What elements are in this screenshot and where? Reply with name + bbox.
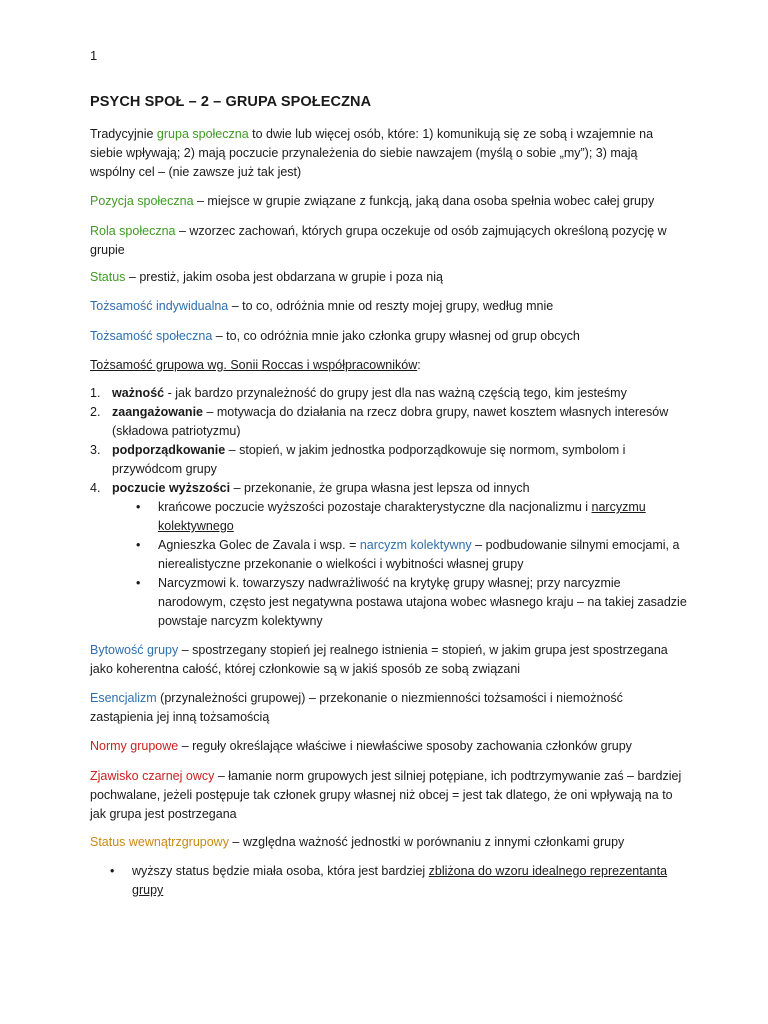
definition: to dwie lub więcej osób, które: 1) komunikują się ze sobą i wzajemnie na siebie wpływają; 2) mają poczucie przynależenia do siebie nawzajem (myślą o sobie „my”); 3) mają wspólny cel – (nie zawsze już tak jest) (90, 127, 654, 179)
sublist-item (112, 536, 690, 574)
colon: : (417, 358, 421, 372)
paragraph-bytowosc-grupy (90, 641, 682, 679)
definition: – to co, odróżnia mnie od reszty mojej grupy, według mnie (228, 299, 554, 313)
bullet-icon: • (136, 576, 141, 590)
list-term: zaangażowanie (112, 405, 203, 419)
list-term: podporządkowanie (112, 443, 226, 457)
paragraph-esencjalizm (90, 689, 682, 727)
bullet-icon: • (136, 538, 141, 552)
list-item (90, 384, 690, 403)
list-term: ważność (112, 386, 165, 400)
sublist-text: – podbudowanie silnymi emocjami, a nierealistyczne przekonanie o wielkości i wybitności własnej grupy (158, 538, 680, 571)
sublist-text: Agnieszka Golec de Zavala i wsp. = (158, 538, 360, 552)
term-narcyzm-kolektywny: narcyzm kolektywny (359, 538, 472, 552)
numbered-list (90, 384, 690, 631)
term-pozycja-spoleczna: Pozycja społeczna (90, 194, 194, 208)
list-number: 4. (90, 481, 101, 495)
sublist-text: Narcyzmowi k. towarzyszy nadwrażliwość na krytykę grupy własnej; przy narcyzmie narodowym, często jest negatywna postawa utajona wobec własnego kraju – na takiej zasadzie powstaje narcyzm kolektywny (158, 576, 687, 628)
paragraph-status (90, 268, 682, 287)
definition: – reguły określające właściwe i niewłaściwe sposoby zachowania członków grupy (178, 739, 632, 753)
term-rola-spoleczna: Rola społeczna (90, 224, 176, 238)
definition: – spostrzegany stopień jej realnego istnienia = stopień, w jakim grupa jest spostrzegana jako koherentna całość, której członkowie są w jakiś sposób ze sobą związani (90, 643, 668, 676)
paragraph-status-wewnatrzgrupowy (90, 833, 682, 852)
bullet-icon: • (136, 500, 141, 514)
list-item (90, 862, 690, 900)
list-item (90, 403, 690, 441)
page-number: 1 (90, 48, 98, 63)
definition: – łamanie norm grupowych jest silniej potępiane, ich podtrzymywanie zaś – bardziej pochwalane, jeżeli postępuje tak członek grupy własnej niż obcej = jest tak dlatego, że oni wpływają na to jak grupa jest postrzegana (90, 769, 682, 821)
paragraph-tozsamosc-spoleczna (90, 327, 682, 346)
list-number: 1. (90, 386, 101, 400)
list-item (90, 441, 690, 479)
list-text: wyższy status będzie miała osoba, która jest bardziej (132, 864, 429, 878)
bullet-sublist (112, 498, 690, 631)
underlined-term: narcyzmu kolektywnego (158, 500, 646, 533)
definition: (przynależności grupowej) – przekonanie o niezmienności tożsamości i niemożność zastąpienia jej inną tożsamością (90, 691, 623, 724)
term-tozsamosc-indywidualna: Tożsamość indywidualna (90, 299, 229, 313)
list-item (90, 479, 690, 631)
paragraph-normy-grupowe (90, 737, 682, 756)
term-grupa-spoleczna: grupa społeczna (156, 127, 249, 141)
bullet-icon: • (110, 864, 115, 878)
term-normy-grupowe: Normy grupowe (90, 739, 179, 753)
definition: – miejsce w grupie związane z funkcją, jaką dana osoba spełnia wobec całej grupy (193, 194, 655, 208)
term-bytowosc-grupy: Bytowość grupy (90, 643, 179, 657)
list-number: 2. (90, 405, 101, 419)
bullet-list (90, 862, 690, 900)
underlined-term: zbliżona do wzoru idealnego reprezentanta grupy (132, 864, 668, 897)
sublist-item (112, 498, 690, 536)
text: Tradycyjnie (90, 127, 157, 141)
list-text: – przekonanie, że grupa własna jest lepsza od innych (230, 481, 530, 495)
definition: – prestiż, jakim osoba jest obdarzana w grupie i poza nią (125, 270, 443, 284)
paragraph-tozsamosc-indywidualna (90, 297, 682, 316)
list-text: - jak bardzo przynależność do grupy jest dla nas ważną częścią tego, kim jesteśmy (164, 386, 627, 400)
term-status: Status (90, 270, 126, 284)
term-status-wewnatrzgrupowy: Status wewnątrzgrupowy (90, 835, 229, 849)
term-tozsamosc-spoleczna: Tożsamość społeczna (90, 329, 213, 343)
paragraph-grupa-spoleczna (90, 125, 682, 182)
term-esencjalizm: Esencjalizm (90, 691, 157, 705)
definition: – wzorzec zachowań, których grupa oczekuje od osób zajmujących określoną pozycję w grupie (90, 224, 667, 257)
definition: – względna ważność jednostki w porównaniu z innymi członkami grupy (228, 835, 625, 849)
paragraph-pozycja-spoleczna (90, 192, 682, 211)
definition: – to, co odróżnia mnie jako członka grupy własnej od grup obcych (212, 329, 580, 343)
heading-text: Tożsamość grupowa wg. Sonii Roccas i współpracowników (90, 358, 418, 372)
page-title: PSYCH SPOŁ – 2 – GRUPA SPOŁECZNA (90, 94, 372, 110)
sublist-item (112, 574, 690, 631)
paragraph-rola-spoleczna (90, 222, 682, 260)
list-text: – stopień, w jakim jednostka podporządkowuje się normom, symbolom i przywódcom grupy (112, 443, 626, 476)
section-heading-tozsamosc-grupowa (90, 356, 682, 375)
term-zjawisko-czarnej-owcy: Zjawisko czarnej owcy (90, 769, 215, 783)
sublist-text: krańcowe poczucie wyższości pozostaje charakterystyczne dla nacjonalizmu i (158, 500, 592, 514)
list-number: 3. (90, 443, 101, 457)
paragraph-zjawisko-czarnej-owcy (90, 767, 682, 824)
list-term: poczucie wyższości (112, 481, 231, 495)
list-text: – motywacja do działania na rzecz dobra grupy, nawet kosztem własnych interesów (składowa patriotyzmu) (112, 405, 669, 438)
